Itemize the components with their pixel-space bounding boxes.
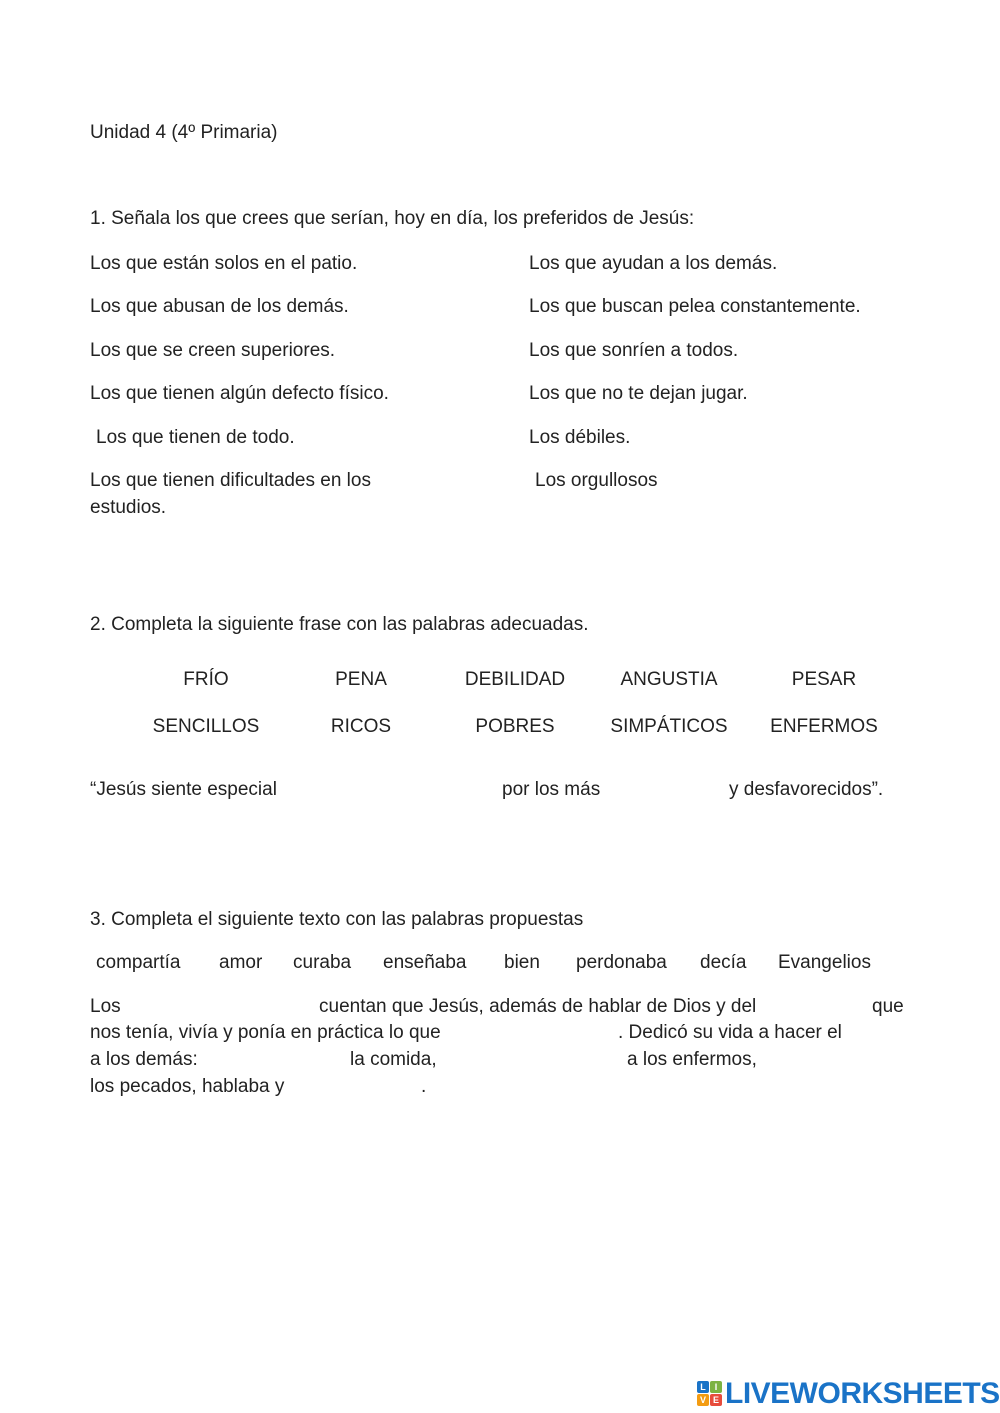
logo-letter: E	[710, 1394, 722, 1406]
text-part: a los demás:	[90, 1049, 198, 1070]
word-bank-item: amor	[219, 952, 263, 973]
answer-blank[interactable]	[448, 1046, 620, 1073]
word-bank-item: SIMPÁTICOS	[610, 716, 728, 737]
sentence-part: “Jesús siente especial	[90, 779, 277, 800]
answer-blank[interactable]	[132, 993, 312, 1020]
text-part: a los enfermos,	[627, 1049, 757, 1070]
sentence-part: por los más	[502, 779, 601, 800]
unit-title: Unidad 4 (4º Primaria)	[90, 122, 278, 143]
answer-blank[interactable]	[298, 776, 493, 803]
answer-blank[interactable]	[614, 776, 722, 803]
option-right[interactable]: Los que buscan pelea constantemente.	[529, 296, 861, 317]
word-bank-item: compartía	[96, 952, 181, 973]
word-bank-item: perdonaba	[576, 952, 667, 973]
option-left[interactable]: Los que tienen de todo.	[96, 427, 295, 448]
word-bank-item: ANGUSTIA	[620, 669, 718, 690]
word-bank-item: POBRES	[475, 716, 555, 737]
answer-blank[interactable]	[870, 1019, 910, 1046]
section3-title: 3. Completa el siguiente texto con las palabras propuestas	[90, 909, 584, 930]
option-right[interactable]: Los orgullosos	[535, 470, 658, 491]
logo-letter: V	[697, 1394, 709, 1406]
word-bank-item: curaba	[293, 952, 352, 973]
word-bank-item: PENA	[335, 669, 387, 690]
option-left[interactable]: Los que tienen algún defecto físico.	[90, 383, 389, 404]
text-part: Los	[90, 996, 121, 1017]
answer-blank[interactable]	[213, 1046, 343, 1073]
answer-blank[interactable]	[303, 1073, 415, 1100]
section1-title: 1. Señala los que crees que serían, hoy en día, los preferidos de Jesús:	[90, 208, 695, 229]
logo-letter: L	[697, 1381, 709, 1393]
text-part: .	[421, 1076, 427, 1097]
option-left[interactable]: Los que abusan de los demás.	[90, 296, 349, 317]
word-bank-item: enseñaba	[383, 952, 467, 973]
answer-blank[interactable]	[470, 1019, 615, 1046]
text-part: que	[872, 996, 904, 1017]
option-left[interactable]: Los que tienen dificultades en los	[90, 470, 371, 491]
section2-title: 2. Completa la siguiente frase con las palabras adecuadas.	[90, 614, 589, 635]
text-part: . Dedicó su vida a hacer el	[618, 1022, 842, 1043]
word-bank-item: FRÍO	[183, 669, 229, 690]
word-bank-item: PESAR	[791, 669, 857, 690]
word-bank-item: DEBILIDAD	[464, 669, 566, 690]
option-left[interactable]: Los que están solos en el patio.	[90, 253, 358, 274]
liveworksheets-logo-icon	[697, 1381, 723, 1407]
text-part: nos tenía, vivía y ponía en práctica lo que	[90, 1022, 441, 1043]
word-bank-item: ENFERMOS	[770, 716, 878, 737]
word-bank-item: RICOS	[330, 716, 392, 737]
brand-logo-text: LIVEWORKSHEETS	[725, 1377, 1000, 1410]
text-part: los pecados, hablaba y	[90, 1076, 285, 1097]
option-right[interactable]: Los que sonríen a todos.	[529, 340, 739, 361]
option-right[interactable]: Los que ayudan a los demás.	[529, 253, 778, 274]
text-part: la comida,	[350, 1049, 437, 1070]
answer-blank[interactable]	[790, 993, 866, 1020]
word-bank-item: decía	[700, 952, 747, 973]
logo-letter: I	[710, 1381, 722, 1393]
word-bank-item: bien	[504, 952, 540, 973]
option-left-continuation[interactable]: estudios.	[90, 497, 167, 518]
word-bank-item: SENCILLOS	[152, 716, 260, 737]
option-right[interactable]: Los que no te dejan jugar.	[529, 383, 748, 404]
word-bank-item: Evangelios	[778, 952, 871, 973]
sentence-part: y desfavorecidos”.	[729, 779, 884, 800]
option-left[interactable]: Los que se creen superiores.	[90, 340, 336, 361]
option-right[interactable]: Los débiles.	[529, 427, 631, 448]
text-part: cuentan que Jesús, además de hablar de Dios y del	[319, 996, 757, 1017]
